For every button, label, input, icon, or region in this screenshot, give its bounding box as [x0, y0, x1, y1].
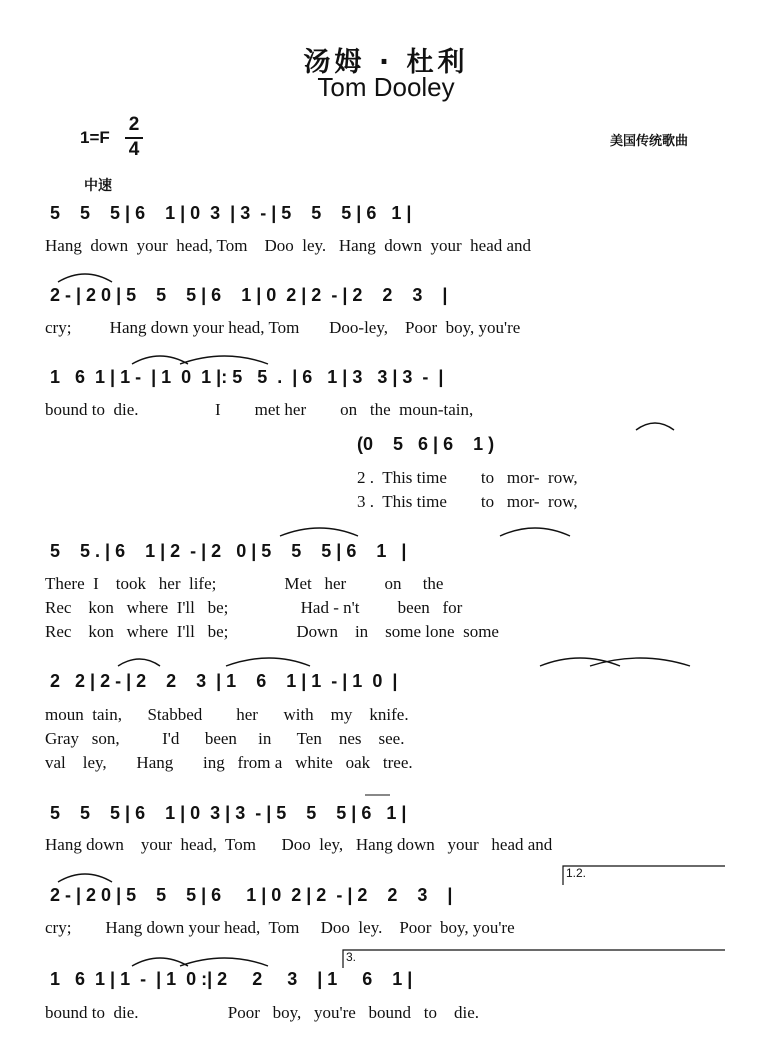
- volta-second-ending-label: 3.: [346, 950, 357, 964]
- key-signature: 1=F: [80, 128, 110, 147]
- lyric-line-6: Hang down your head, Tom Doo ley, Hang down your head and: [45, 835, 553, 854]
- notation-line-4: 5 5 . | 6 1 | 2 - | 2 0 | 5 5 5 | 6 1 |: [50, 541, 407, 561]
- notation-line-7: 2 - | 2 0 | 5 5 5 | 6 1 | 0 2 | 2 - | 2 2 3 |: [50, 885, 453, 905]
- title-chinese: 汤姆 · 杜利: [303, 47, 469, 78]
- tie-arc: [118, 659, 160, 666]
- lyric-line-4-verse-1: There I took her life; Met her on the: [45, 574, 444, 593]
- volta-first-ending-bracket: [563, 866, 725, 885]
- lyric-line-1: Hang down your head, Tom Doo ley. Hang down your head and: [45, 236, 532, 255]
- tie-arc: [540, 658, 620, 666]
- tie-arc: [132, 356, 188, 364]
- notation-line-6: 5 5 5 | 6 1 | 0 3 | 3 - | 5 5 5 | 6 1 |: [50, 803, 407, 823]
- notation-line-2: 2 - | 2 0 | 5 5 5 | 6 1 | 0 2 | 2 - | 2 2 3 |: [50, 285, 448, 305]
- tie-arc: [132, 958, 188, 966]
- title-english: Tom Dooley: [317, 72, 455, 102]
- notation-line-1: 5 5 5 | 6 1 | 0 3 | 3 - | 5 5 5 | 6 1 |: [50, 203, 412, 223]
- lyric-line-4-verse-3: Rec kon where I'll be; Down in some lone some: [45, 622, 499, 641]
- lyric-line-7: cry; Hang down your head, Tom Doo ley. Poor boy, you're: [45, 918, 515, 937]
- volta-first-ending-label: 1.2.: [566, 866, 587, 880]
- tie-arc: [280, 528, 358, 536]
- time-signature-top: 2: [128, 114, 140, 135]
- notation-line-5: 2 2 | 2 - | 2 2 3 | 1 6 1 | 1 - | 1 0 |: [50, 671, 398, 691]
- lyric-line-5-verse-3: val ley, Hang ing from a white oak tree.: [45, 753, 413, 772]
- lyric-line-8: bound to die. Poor boy, you're bound to die.: [45, 1003, 480, 1022]
- notation-line-3: 1 6 1 | 1 - | 1 0 1 |: 5 5 . | 6 1 | 3 3 | 3 - |: [50, 367, 444, 387]
- tie-arc: [636, 423, 674, 430]
- tie-arc: [180, 356, 268, 364]
- lyric-line-2: cry; Hang down your head, Tom Doo-ley, Poor boy, you're: [45, 318, 521, 337]
- lyric-verse-3-alternate: 3 . This time to mor- row,: [357, 492, 578, 511]
- tie-arc: [58, 874, 112, 882]
- lyric-line-4-verse-2: Rec kon where I'll be; Had - n't been for: [45, 598, 463, 617]
- tie-arc: [590, 658, 690, 666]
- lyric-line-5-verse-2: Gray son, I'd been in Ten nes see.: [45, 729, 405, 748]
- lyric-verse-2-alternate: 2 . This time to mor- row,: [357, 468, 578, 487]
- tie-arc: [500, 528, 570, 536]
- volta-second-ending-bracket: [343, 950, 725, 968]
- tie-arc: [58, 274, 112, 282]
- notation-line-8: 1 6 1 | 1 - | 1 0 :| 2 2 3 | 1 6 1 |: [50, 969, 413, 989]
- tie-arc: [180, 958, 268, 966]
- time-signature-bottom: 4: [128, 139, 140, 160]
- song-origin: 美国传统歌曲: [610, 134, 689, 149]
- lyric-line-3: bound to die. I met her on the moun-tain,: [45, 400, 474, 419]
- lyric-line-5-verse-1: moun tain, Stabbed her with my knife.: [45, 705, 409, 724]
- tempo-marking: 中速: [84, 178, 112, 194]
- notation-line-alternate: (0 5 6 | 6 1 ): [357, 434, 495, 454]
- tie-arc: [226, 658, 310, 666]
